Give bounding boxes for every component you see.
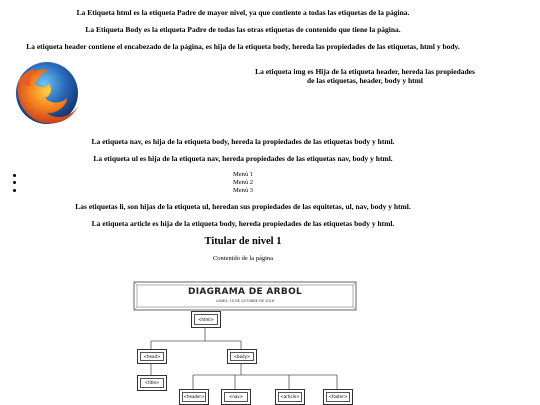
html-description: La Etiqueta html es la etiqueta Padre de mayor nivel, ya que contiente a todas las etiquetas de la página. xyxy=(76,8,410,17)
ul-description: La etiqueta ul es hija de la etiqueta nav, hereda propiedades de las etiquetas nav, body y html. xyxy=(93,154,393,163)
tree-diagram-image xyxy=(133,281,357,405)
img-description-line2: de las etiquetas, header, body y html xyxy=(307,76,423,85)
article-description: La etiqueta article es hija de la etiqueta body, hereda propiedades de las etiquetas body y html. xyxy=(91,219,395,228)
diagram-title: DIAGRAMA DE ARBOL xyxy=(187,287,303,297)
nav-menu-list xyxy=(0,171,486,194)
menu-item-1[interactable]: Menú 1 xyxy=(0,171,486,179)
body-description: La Etiqueta Body es la etiqueta Padre de todas las otras etiquetas de contenido que tiene la página. xyxy=(85,25,401,34)
menu-item-2[interactable]: Menú 2 xyxy=(0,179,486,187)
nav-description: La etiqueta nav, es hija de la etiqueta body, hereda la propiedades de las etiquetas body y html. xyxy=(91,137,395,146)
diagram-date: LUNES, 10 DE OCTUBRE DE 2016 xyxy=(215,299,275,303)
firefox-logo-icon xyxy=(5,58,85,128)
header-description: La etiqueta header contiene el encabezado de la página, es hija de la etiqueta body, hereda las propiedades de las etiquetas, html y body. xyxy=(26,42,460,51)
tree-node-article: <article> xyxy=(275,389,305,405)
tree-node-nav: <nav> xyxy=(221,389,251,405)
img-description xyxy=(230,67,500,85)
tree-node-head: <head> xyxy=(137,349,167,364)
article-content: Contenido de la página xyxy=(212,255,274,262)
menu-item-3[interactable]: Menú 3 xyxy=(0,187,486,195)
tree-node-footer: <footer> xyxy=(323,389,353,405)
tree-node-header: <header> xyxy=(179,389,209,405)
tree-node-title: <title> xyxy=(137,375,167,391)
tree-node-body: <body> xyxy=(227,349,257,364)
tree-node-html: <html> xyxy=(191,311,221,328)
img-description-line1: La etiqueta img es Hija de la etiqueta header, hereda las propiedades xyxy=(255,67,475,76)
article-heading: Titular de nivel 1 xyxy=(204,236,282,247)
li-description: Las etiquetas li, son hijas de la etiqueta ul, heredan sus propiedades de las equitetas, ul, nav, body y html. xyxy=(75,202,411,211)
